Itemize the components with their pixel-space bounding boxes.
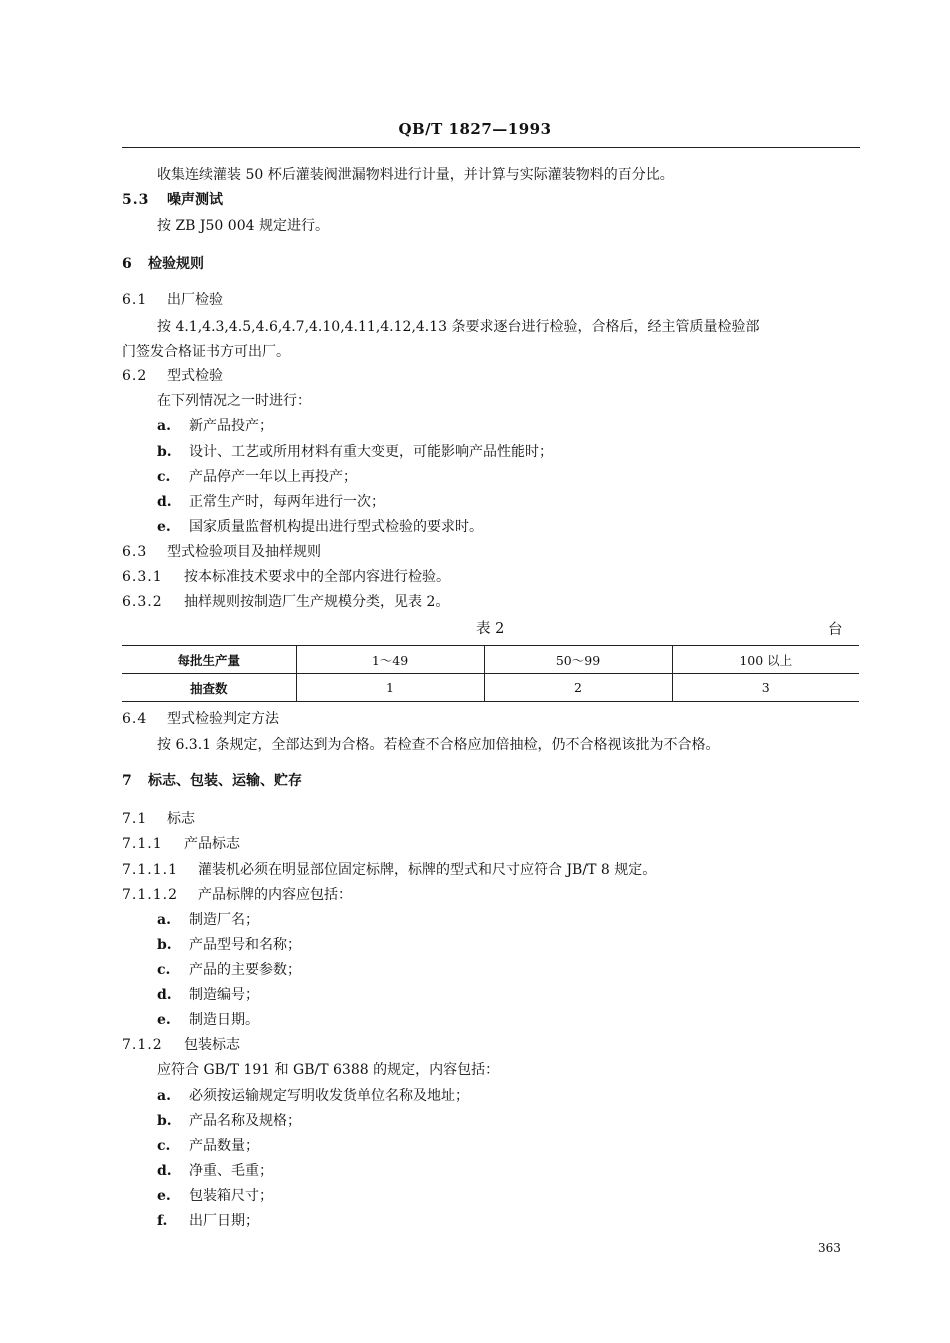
list-item: d. 制造编号；	[157, 987, 259, 1003]
list-item: e. 制造日期。	[157, 1012, 259, 1028]
list-item: b. 设计、工艺或所用材料有重大变更，可能影响产品性能时；	[157, 444, 553, 460]
section-title: 标志	[167, 811, 195, 827]
section-heading	[122, 568, 450, 586]
section-title: 标志、包装、运输、贮存	[148, 773, 302, 789]
section-title: 按本标准技术要求中的全部内容进行检验。	[184, 569, 450, 585]
header-rule	[122, 147, 860, 148]
section-title: 产品标牌的内容应包括：	[198, 887, 352, 903]
section-title: 灌装机必须在明显部位固定标牌，标牌的型式和尺寸应符合 JB/T 8 规定。	[198, 862, 657, 878]
section-number: 6	[122, 256, 133, 272]
list-marker: c.	[157, 1138, 171, 1154]
section-title: 包装标志	[184, 1037, 240, 1053]
section-number: 6.3.1	[122, 569, 163, 585]
text-line: 在下列情况之一时进行：	[157, 393, 311, 409]
section-heading	[122, 861, 656, 879]
section-number: 6.1	[122, 292, 148, 308]
list-marker: f.	[157, 1213, 168, 1229]
section-number: 7.1.2	[122, 1037, 163, 1053]
list-marker: d.	[157, 987, 172, 1003]
section-number: 6.2	[122, 368, 148, 384]
list-marker: b.	[157, 1113, 172, 1129]
text-line: 收集连续灌装 50 杯后灌装阀泄漏物料进行计量，并计算与实际灌装物料的百分比。	[157, 167, 674, 183]
table-cell: 1	[296, 674, 484, 702]
table-cell: 1～49	[296, 646, 484, 674]
section-heading	[122, 543, 321, 561]
page-header: QB/T 1827—1993	[398, 120, 552, 138]
page-number: 363	[818, 1241, 841, 1255]
text-line: 按 4.1,4.3,4.5,4.6,4.7,4.10,4.11,4.12,4.13 条要求逐台进行检验，合格后，经主管质量检验部	[157, 319, 760, 335]
section-number: 6.3.2	[122, 594, 163, 610]
table-cell: 每批生产量	[122, 646, 296, 674]
list-item: e. 包装箱尺寸；	[157, 1188, 273, 1204]
table-caption: 表 2	[476, 621, 505, 637]
section-heading	[122, 835, 240, 853]
table-2	[122, 645, 859, 702]
section-title: 噪声测试	[167, 192, 223, 208]
section-heading	[122, 255, 204, 273]
section-heading	[122, 710, 279, 728]
list-marker: c.	[157, 469, 171, 485]
section-heading	[122, 772, 302, 790]
text-line: 按 ZB J50 004 规定进行。	[157, 218, 329, 234]
list-item: c. 产品的主要参数；	[157, 962, 301, 978]
list-item: f. 出厂日期；	[157, 1213, 259, 1229]
section-heading	[122, 593, 449, 611]
section-number: 5.3	[122, 192, 150, 208]
list-marker: a.	[157, 418, 171, 434]
list-item: a. 制造厂名；	[157, 912, 259, 928]
section-number: 6.3	[122, 544, 148, 560]
section-number: 7.1.1.2	[122, 887, 178, 903]
list-item: d. 正常生产时，每两年进行一次；	[157, 494, 385, 510]
section-number: 7.1.1	[122, 836, 163, 852]
table-row	[122, 646, 859, 674]
table-unit: 台	[828, 622, 843, 638]
list-marker: d.	[157, 494, 172, 510]
table-cell: 50～99	[484, 646, 672, 674]
section-heading	[122, 886, 352, 904]
list-item: d. 净重、毛重；	[157, 1163, 273, 1179]
list-marker: b.	[157, 444, 172, 460]
list-marker: c.	[157, 962, 171, 978]
list-item: b. 产品型号和名称；	[157, 937, 301, 953]
section-number: 6.4	[122, 711, 148, 727]
list-marker: e.	[157, 1012, 171, 1028]
section-heading	[122, 191, 223, 209]
list-marker: e.	[157, 1188, 171, 1204]
table-row	[122, 674, 859, 702]
list-item: a. 必须按运输规定写明收发货单位名称及地址；	[157, 1088, 469, 1104]
list-item: a. 新产品投产；	[157, 418, 273, 434]
list-marker: a.	[157, 1088, 171, 1104]
section-heading	[122, 810, 195, 828]
table-cell: 100 以上	[672, 646, 859, 674]
section-title: 产品标志	[184, 836, 240, 852]
text-line: 应符合 GB/T 191 和 GB/T 6388 的规定，内容包括：	[157, 1062, 500, 1078]
text-line: 门签发合格证书方可出厂。	[122, 344, 290, 360]
section-heading	[122, 367, 223, 385]
list-item: b. 产品名称及规格；	[157, 1113, 301, 1129]
list-item: c. 产品数量；	[157, 1138, 259, 1154]
section-title: 型式检验	[167, 368, 223, 384]
table-cell: 2	[484, 674, 672, 702]
text-line: 按 6.3.1 条规定，全部达到为合格。若检查不合格应加倍抽检，仍不合格视该批为不合格。	[157, 737, 720, 753]
section-title: 检验规则	[148, 256, 204, 272]
table-cell: 3	[672, 674, 859, 702]
table-cell: 抽查数	[122, 674, 296, 702]
section-title: 出厂检验	[167, 292, 223, 308]
section-heading	[122, 291, 223, 309]
section-title: 型式检验项目及抽样规则	[167, 544, 321, 560]
section-title: 型式检验判定方法	[167, 711, 279, 727]
list-marker: e.	[157, 519, 171, 535]
section-number: 7	[122, 773, 133, 789]
list-marker: a.	[157, 912, 171, 928]
section-heading	[122, 1036, 240, 1054]
list-item: e. 国家质量监督机构提出进行型式检验的要求时。	[157, 519, 483, 535]
section-number: 7.1	[122, 811, 148, 827]
section-title: 抽样规则按制造厂生产规模分类，见表 2。	[184, 594, 450, 610]
list-item: c. 产品停产一年以上再投产；	[157, 469, 357, 485]
section-number: 7.1.1.1	[122, 862, 178, 878]
list-marker: d.	[157, 1163, 172, 1179]
list-marker: b.	[157, 937, 172, 953]
